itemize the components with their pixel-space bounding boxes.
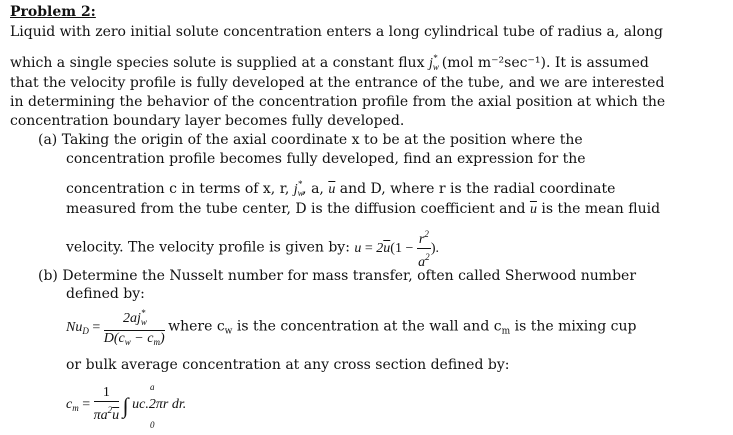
part-a-text-8: velocity. The velocity profile is given by: (66, 239, 350, 256)
part-b-line-4: or bulk average concentration at any cross section defined by: (66, 357, 510, 373)
part-a-line-2: concentration profile becomes fully developed, find an expression for the (66, 151, 586, 167)
sherwood-definition-line (66, 305, 636, 352)
intro-line-5: concentration boundary layer becomes fully developed. (10, 113, 405, 129)
part-b-text-3: where c (168, 318, 225, 335)
mixing-cup-fraction: $\frac{1}{\pi a^2\overline{u}}$ (93, 385, 120, 424)
intro-line-2-units: (mol m⁻²sec⁻¹). It is assumed (441, 55, 649, 71)
part-b-text-1: Determine the Nusselt number for mass transfer, often called Sherwood number (62, 268, 637, 284)
mixing-cup-equation (66, 384, 186, 428)
intro-line-1: Liquid with zero initial solute concentration enters a long cylindrical tube of radius a, along (10, 24, 663, 40)
part-a-label: (a) (38, 132, 58, 148)
problem-title: Problem 2: (10, 4, 96, 20)
part-a-text-6: measured from the tube center, D is the diffusion coefficient and (66, 201, 526, 217)
sherwood-equation: $Nu_D$ = $\frac{2aj_w^*}{D(c_w - c_m)}$ (66, 320, 168, 335)
flux-symbol: $j_w^*$ (428, 53, 439, 72)
r2-over-a2-fraction: $\frac{r^2}{a^2}$ (417, 226, 431, 271)
part-b-line-1 (38, 268, 636, 285)
sub-m: m (501, 326, 511, 337)
intro-line-4: in determining the behavior of the concentration profile from the axial position at which the (10, 94, 666, 110)
part-a-text-1: Taking the origin of the axial coordinate x to be at the position where the (61, 132, 583, 148)
part-b-line-2: defined by: (66, 286, 145, 302)
part-a-line-5 (66, 226, 439, 271)
part-b-text-4: is the concentration at the wall and c (236, 318, 502, 335)
mean-velocity-symbol-2: $\overline{u}$ (529, 202, 537, 217)
part-a-text-5: and D, where r is the radial coordinate (339, 181, 616, 197)
part-b-label: (b) (38, 268, 58, 284)
part-a-text-4: , a, (302, 181, 324, 197)
integral-upper-limit: a (150, 382, 155, 392)
intro-line-3: that the velocity profile is fully developed at the entrance of the tube, and we are interested (10, 75, 665, 91)
part-a-text-3: concentration c in terms of x, r, (66, 181, 290, 197)
part-a-line-4 (66, 201, 660, 218)
integral-lower-limit: 0 (150, 420, 155, 430)
sub-w: w (224, 326, 233, 337)
flux-symbol-a: $j_w^*$ (293, 179, 304, 198)
part-a-line-3 (66, 176, 615, 202)
cm-equation: $c_m$ = $\frac{1}{\pi a^2\overline{u}}$ ∫ uc.2πr dr. (66, 385, 187, 424)
integral-sign: ∫ (122, 393, 129, 418)
sherwood-fraction: $\frac{2aj_w^*}{D(c_w - c_m)}$ (104, 305, 165, 350)
part-a-line-1 (38, 132, 583, 149)
part-a-text-7: is the mean fluid (541, 201, 661, 217)
intro-line-2 (10, 50, 649, 76)
mean-velocity-symbol: $\overline{u}$ (328, 182, 336, 197)
velocity-profile-equation: $u = 2\overline{u}(1$ − $\frac{r^2}{a^2}$ ). (354, 241, 439, 256)
part-b-text-5: is the mixing cup (514, 318, 637, 335)
intro-line-2-text: which a single species solute is supplied at a constant flux (10, 55, 425, 71)
